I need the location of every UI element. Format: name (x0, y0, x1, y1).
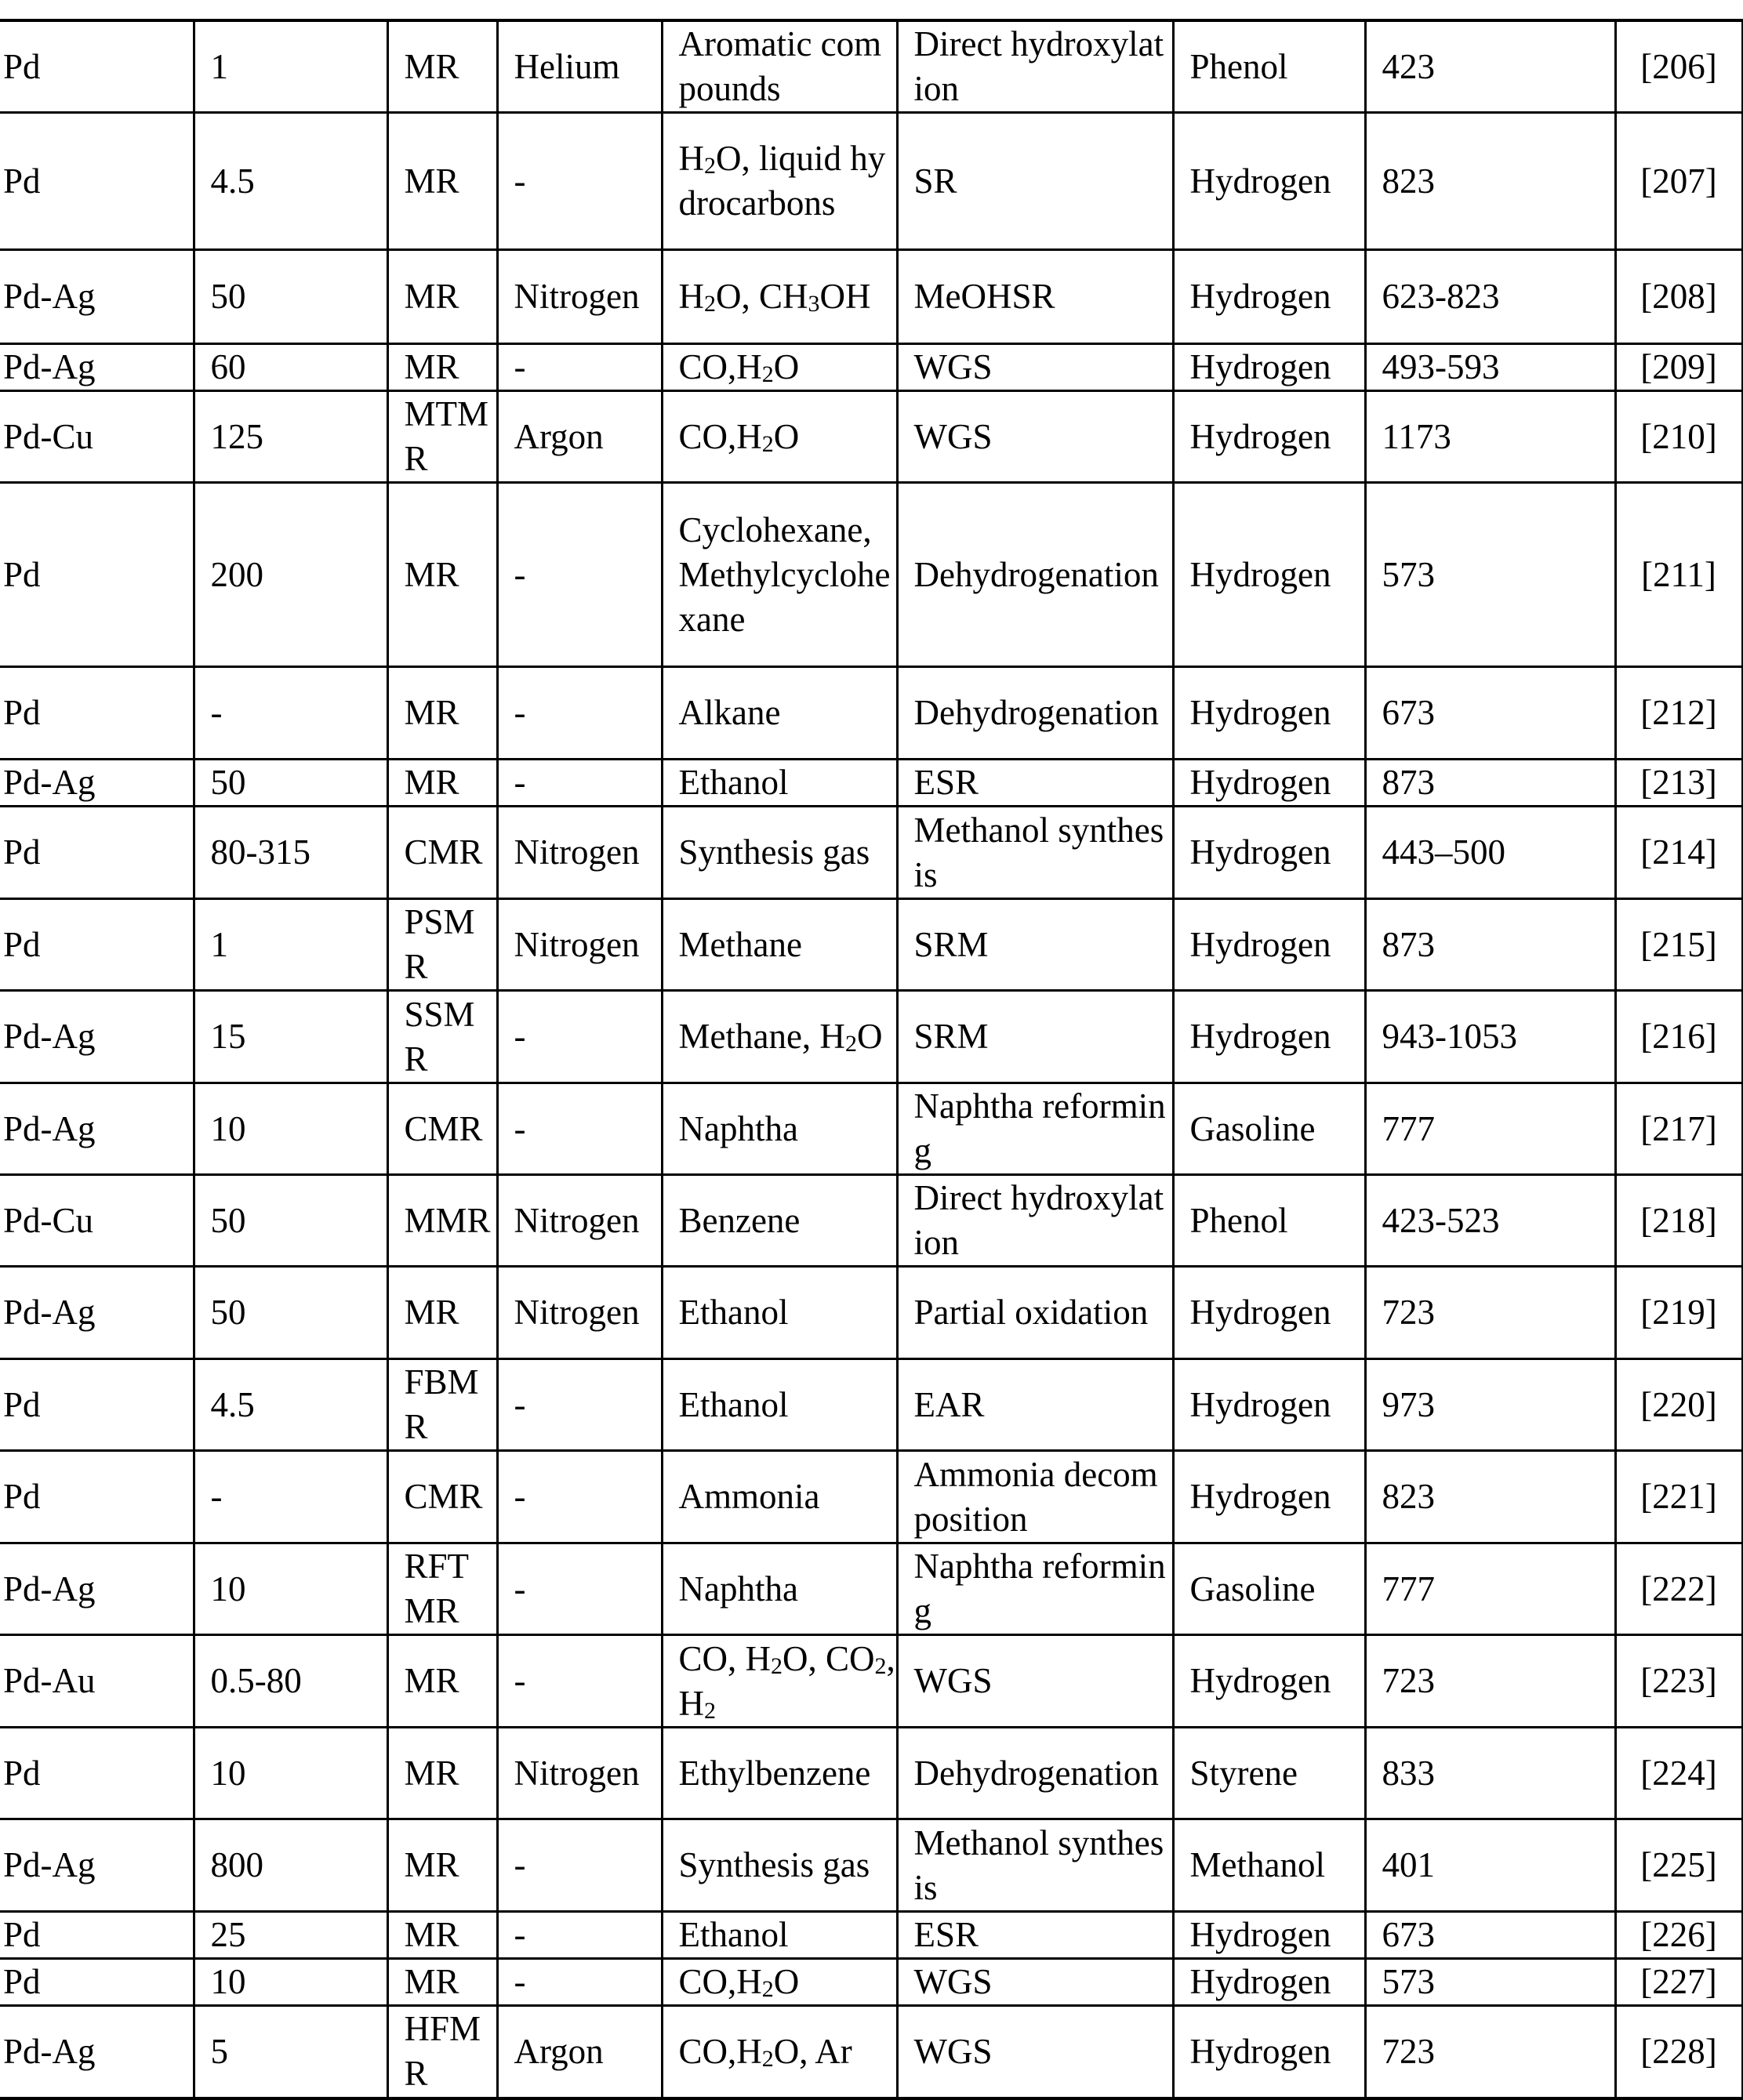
reactor-type-cell: MR (387, 1635, 497, 1728)
sweep-gas-cell: Nitrogen (497, 899, 662, 991)
temperature-cell: 673 (1365, 1912, 1615, 1959)
sweep-gas-cell: Helium (497, 20, 662, 113)
feed-cell: Synthesis gas (662, 1819, 897, 1912)
product-cell: Gasoline (1173, 1543, 1365, 1635)
feed-cell: $CO,H_2O$, Ar (662, 2006, 897, 2098)
subscript: 2 (761, 1976, 774, 2002)
temperature-cell: 777 (1365, 1083, 1615, 1175)
reaction-cell: WGS (897, 1959, 1173, 2006)
product-cell: Hydrogen (1173, 483, 1365, 667)
product-cell: Hydrogen (1173, 1635, 1365, 1728)
product-cell: Hydrogen (1173, 1451, 1365, 1543)
reactor-type-cell: MR (387, 1267, 497, 1359)
reference-cell: [209] (1615, 344, 1742, 391)
membrane-cell: Pd (0, 1912, 194, 1959)
thickness-cell: - (194, 1451, 387, 1543)
temperature-cell: 423 (1365, 20, 1615, 113)
membrane-cell: Pd-Ag (0, 344, 194, 391)
reactor-type-cell: CMR (387, 807, 497, 899)
subscript: 2 (704, 153, 716, 179)
reactor-type-cell: MR (387, 667, 497, 760)
feed-cell: Ethanol (662, 760, 897, 807)
membrane-cell: Pd-Ag (0, 250, 194, 344)
sweep-gas-cell: - (497, 1083, 662, 1175)
membrane-cell: Pd-Ag (0, 760, 194, 807)
temperature-cell: 573 (1365, 1959, 1615, 2006)
subscript: 2 (771, 1652, 783, 1679)
membrane-cell: Pd-Ag (0, 2006, 194, 2098)
thickness-cell: 5 (194, 2006, 387, 2098)
thickness-cell: 1 (194, 20, 387, 113)
table-row (0, 1175, 1742, 1267)
thickness-cell: 200 (194, 483, 387, 667)
reference-cell: [206] (1615, 20, 1742, 113)
reactor-type-cell: CMR (387, 1451, 497, 1543)
temperature-cell: 673 (1365, 667, 1615, 760)
product-cell: Hydrogen (1173, 2006, 1365, 2098)
temperature-cell: 833 (1365, 1728, 1615, 1819)
reference-cell: [224] (1615, 1728, 1742, 1819)
product-cell: Hydrogen (1173, 391, 1365, 483)
reference-cell: [221] (1615, 1451, 1742, 1543)
subscript: 2 (704, 291, 716, 317)
feed-cell: CO, $H_2O$, $CO_2$, $H_2$ (662, 1635, 897, 1728)
reaction-cell: Direct hydroxylation (897, 20, 1173, 113)
temperature-cell: 423-523 (1365, 1175, 1615, 1267)
reference-cell: [215] (1615, 899, 1742, 991)
temperature-cell: 823 (1365, 113, 1615, 250)
temperature-cell: 723 (1365, 1635, 1615, 1728)
feed-cell: Ethanol (662, 1267, 897, 1359)
reaction-cell: Naphtha reforming (897, 1083, 1173, 1175)
reaction-cell: WGS (897, 391, 1173, 483)
sweep-gas-cell: Nitrogen (497, 250, 662, 344)
thickness-cell: 1 (194, 899, 387, 991)
product-cell: Hydrogen (1173, 807, 1365, 899)
membrane-cell: Pd (0, 1959, 194, 2006)
feed-cell: Ammonia (662, 1451, 897, 1543)
reaction-cell: Methanol synthesis (897, 807, 1173, 899)
reaction-cell: SRM (897, 899, 1173, 991)
membrane-cell: Pd (0, 667, 194, 760)
subscript: 2 (761, 361, 774, 387)
table-row (0, 899, 1742, 991)
table-row (0, 2006, 1742, 2098)
thickness-cell: 10 (194, 1959, 387, 2006)
reaction-cell: Dehydrogenation (897, 1728, 1173, 1819)
temperature-cell: 873 (1365, 899, 1615, 991)
subscript: 3 (808, 291, 820, 317)
membrane-cell: Pd (0, 113, 194, 250)
membrane-cell: Pd-Ag (0, 1267, 194, 1359)
membrane-cell: Pd-Cu (0, 391, 194, 483)
reaction-cell: Partial oxidation (897, 1267, 1173, 1359)
table-row (0, 807, 1742, 899)
temperature-cell: 573 (1365, 483, 1615, 667)
thickness-cell: 125 (194, 391, 387, 483)
thickness-cell: 800 (194, 1819, 387, 1912)
reactor-type-cell: MMR (387, 1175, 497, 1267)
reference-cell: [211] (1615, 483, 1742, 667)
membrane-cell: Pd (0, 807, 194, 899)
table-row (0, 1083, 1742, 1175)
reaction-cell: Naphtha reforming (897, 1543, 1173, 1635)
table-row (0, 391, 1742, 483)
subscript: 2 (704, 1697, 716, 1724)
feed-cell: Naphtha (662, 1083, 897, 1175)
reference-cell: [216] (1615, 991, 1742, 1083)
thickness-cell: 60 (194, 344, 387, 391)
feed-cell: Ethanol (662, 1912, 897, 1959)
membrane-cell: Pd-Ag (0, 991, 194, 1083)
reactor-type-cell: CMR (387, 1083, 497, 1175)
sweep-gas-cell: - (497, 1359, 662, 1451)
reactor-type-cell: PSMR (387, 899, 497, 991)
reactor-type-cell: MR (387, 1959, 497, 2006)
temperature-cell: 1173 (1365, 391, 1615, 483)
table-row (0, 1912, 1742, 1959)
reference-cell: [208] (1615, 250, 1742, 344)
membrane-reactor-table (0, 19, 1743, 2100)
reactor-type-cell: MR (387, 1819, 497, 1912)
membrane-cell: Pd (0, 1728, 194, 1819)
reference-cell: [217] (1615, 1083, 1742, 1175)
table-row (0, 1267, 1742, 1359)
thickness-cell: 80-315 (194, 807, 387, 899)
table-row (0, 1451, 1742, 1543)
table-row (0, 760, 1742, 807)
temperature-cell: 777 (1365, 1543, 1615, 1635)
table-body (0, 20, 1742, 2098)
reaction-cell: Dehydrogenation (897, 483, 1173, 667)
feed-cell: Cyclohexane, Methylcyclohexane (662, 483, 897, 667)
product-cell: Phenol (1173, 1175, 1365, 1267)
reactor-type-cell: RFTMR (387, 1543, 497, 1635)
reference-cell: [223] (1615, 1635, 1742, 1728)
reactor-type-cell: SSMR (387, 991, 497, 1083)
sweep-gas-cell: - (497, 1912, 662, 1959)
table-row (0, 20, 1742, 113)
product-cell: Hydrogen (1173, 991, 1365, 1083)
thickness-cell: 10 (194, 1728, 387, 1819)
feed-cell: Naphtha (662, 1543, 897, 1635)
feed-cell: $CO,H_2O$ (662, 344, 897, 391)
reaction-cell: SR (897, 113, 1173, 250)
table-row (0, 344, 1742, 391)
thickness-cell: 50 (194, 250, 387, 344)
sweep-gas-cell: Argon (497, 2006, 662, 2098)
membrane-cell: Pd-Ag (0, 1083, 194, 1175)
sweep-gas-cell: - (497, 991, 662, 1083)
reaction-cell: SRM (897, 991, 1173, 1083)
feed-cell: Synthesis gas (662, 807, 897, 899)
sweep-gas-cell: - (497, 1451, 662, 1543)
reactor-type-cell: MR (387, 113, 497, 250)
feed-cell: Aromatic compounds (662, 20, 897, 113)
table-row (0, 483, 1742, 667)
membrane-cell: Pd (0, 1451, 194, 1543)
membrane-cell: Pd (0, 483, 194, 667)
thickness-cell: 50 (194, 1267, 387, 1359)
temperature-cell: 873 (1365, 760, 1615, 807)
temperature-cell: 723 (1365, 2006, 1615, 2098)
membrane-cell: Pd (0, 20, 194, 113)
reactor-type-cell: MR (387, 1728, 497, 1819)
reaction-cell: Direct hydroxylation (897, 1175, 1173, 1267)
membrane-cell: Pd (0, 1359, 194, 1451)
reference-cell: [207] (1615, 113, 1742, 250)
sweep-gas-cell: - (497, 113, 662, 250)
reactor-type-cell: HFMR (387, 2006, 497, 2098)
reaction-cell: WGS (897, 2006, 1173, 2098)
table-row (0, 1635, 1742, 1728)
sweep-gas-cell: Argon (497, 391, 662, 483)
reaction-cell: ESR (897, 760, 1173, 807)
table-row (0, 1728, 1742, 1819)
sweep-gas-cell: - (497, 483, 662, 667)
reactor-type-cell: MTMR (387, 391, 497, 483)
thickness-cell: 0.5-80 (194, 1635, 387, 1728)
product-cell: Hydrogen (1173, 1912, 1365, 1959)
product-cell: Hydrogen (1173, 344, 1365, 391)
thickness-cell: 10 (194, 1543, 387, 1635)
reaction-cell: Dehydrogenation (897, 667, 1173, 760)
table-row (0, 667, 1742, 760)
sweep-gas-cell: - (497, 1819, 662, 1912)
thickness-cell: 25 (194, 1912, 387, 1959)
reaction-cell: Methanol synthesis (897, 1819, 1173, 1912)
temperature-cell: 623-823 (1365, 250, 1615, 344)
reference-cell: [219] (1615, 1267, 1742, 1359)
feed-cell: $H_2O$, liquid hydrocarbons (662, 113, 897, 250)
reaction-cell: ESR (897, 1912, 1173, 1959)
reference-cell: [226] (1615, 1912, 1742, 1959)
reactor-type-cell: MR (387, 1912, 497, 1959)
table-row (0, 1819, 1742, 1912)
membrane-cell: Pd-Au (0, 1635, 194, 1728)
sweep-gas-cell: Nitrogen (497, 1175, 662, 1267)
subscript: 2 (844, 1031, 857, 1057)
thickness-cell: 50 (194, 760, 387, 807)
product-cell: Phenol (1173, 20, 1365, 113)
temperature-cell: 943-1053 (1365, 991, 1615, 1083)
reference-cell: [214] (1615, 807, 1742, 899)
product-cell: Hydrogen (1173, 250, 1365, 344)
reference-cell: [225] (1615, 1819, 1742, 1912)
sweep-gas-cell: - (497, 667, 662, 760)
table-row (0, 1543, 1742, 1635)
temperature-cell: 493-593 (1365, 344, 1615, 391)
subscript: 2 (761, 2045, 774, 2072)
reaction-cell: EAR (897, 1359, 1173, 1451)
sweep-gas-cell: - (497, 1635, 662, 1728)
reference-cell: [218] (1615, 1175, 1742, 1267)
temperature-cell: 443–500 (1365, 807, 1615, 899)
product-cell: Hydrogen (1173, 1959, 1365, 2006)
feed-cell: $CO,H_2O$ (662, 1959, 897, 2006)
sweep-gas-cell: - (497, 1543, 662, 1635)
temperature-cell: 823 (1365, 1451, 1615, 1543)
product-cell: Hydrogen (1173, 113, 1365, 250)
table-row (0, 991, 1742, 1083)
sweep-gas-cell: - (497, 760, 662, 807)
sweep-gas-cell: - (497, 344, 662, 391)
reactor-type-cell: MR (387, 344, 497, 391)
sweep-gas-cell: Nitrogen (497, 1728, 662, 1819)
reactor-type-cell: FBMR (387, 1359, 497, 1451)
feed-cell: $H_2O$, $CH_3OH$ (662, 250, 897, 344)
temperature-cell: 723 (1365, 1267, 1615, 1359)
reference-cell: [220] (1615, 1359, 1742, 1451)
membrane-cell: Pd (0, 899, 194, 991)
subscript: 2 (761, 430, 774, 457)
reactor-type-cell: MR (387, 20, 497, 113)
product-cell: Hydrogen (1173, 760, 1365, 807)
thickness-cell: - (194, 667, 387, 760)
sweep-gas-cell: Nitrogen (497, 1267, 662, 1359)
reference-cell: [212] (1615, 667, 1742, 760)
product-cell: Hydrogen (1173, 899, 1365, 991)
table-row (0, 250, 1742, 344)
feed-cell: Ethanol (662, 1359, 897, 1451)
product-cell: Styrene (1173, 1728, 1365, 1819)
thickness-cell: 50 (194, 1175, 387, 1267)
table-row (0, 113, 1742, 250)
reaction-cell: Ammonia decomposition (897, 1451, 1173, 1543)
reactor-type-cell: MR (387, 483, 497, 667)
sweep-gas-cell: - (497, 1959, 662, 2006)
thickness-cell: 15 (194, 991, 387, 1083)
reactor-type-cell: MR (387, 250, 497, 344)
reference-cell: [227] (1615, 1959, 1742, 2006)
feed-cell: Benzene (662, 1175, 897, 1267)
thickness-cell: 4.5 (194, 1359, 387, 1451)
feed-cell: $CO,H_2O$ (662, 391, 897, 483)
thickness-cell: 4.5 (194, 113, 387, 250)
membrane-cell: Pd-Ag (0, 1543, 194, 1635)
sweep-gas-cell: Nitrogen (497, 807, 662, 899)
temperature-cell: 973 (1365, 1359, 1615, 1451)
table-row (0, 1359, 1742, 1451)
product-cell: Hydrogen (1173, 667, 1365, 760)
feed-cell: Ethylbenzene (662, 1728, 897, 1819)
product-cell: Gasoline (1173, 1083, 1365, 1175)
feed-cell: Alkane (662, 667, 897, 760)
subscript: 2 (874, 1652, 887, 1679)
reference-cell: [213] (1615, 760, 1742, 807)
reaction-cell: MeOHSR (897, 250, 1173, 344)
table-row (0, 1959, 1742, 2006)
temperature-cell: 401 (1365, 1819, 1615, 1912)
reaction-cell: WGS (897, 344, 1173, 391)
feed-cell: Methane (662, 899, 897, 991)
reference-cell: [210] (1615, 391, 1742, 483)
product-cell: Hydrogen (1173, 1267, 1365, 1359)
thickness-cell: 10 (194, 1083, 387, 1175)
membrane-cell: Pd-Cu (0, 1175, 194, 1267)
reactor-type-cell: MR (387, 760, 497, 807)
reference-cell: [222] (1615, 1543, 1742, 1635)
reaction-cell: WGS (897, 1635, 1173, 1728)
membrane-cell: Pd-Ag (0, 1819, 194, 1912)
product-cell: Hydrogen (1173, 1359, 1365, 1451)
product-cell: Methanol (1173, 1819, 1365, 1912)
reference-cell: [228] (1615, 2006, 1742, 2098)
feed-cell: Methane, $H_2O$ (662, 991, 897, 1083)
